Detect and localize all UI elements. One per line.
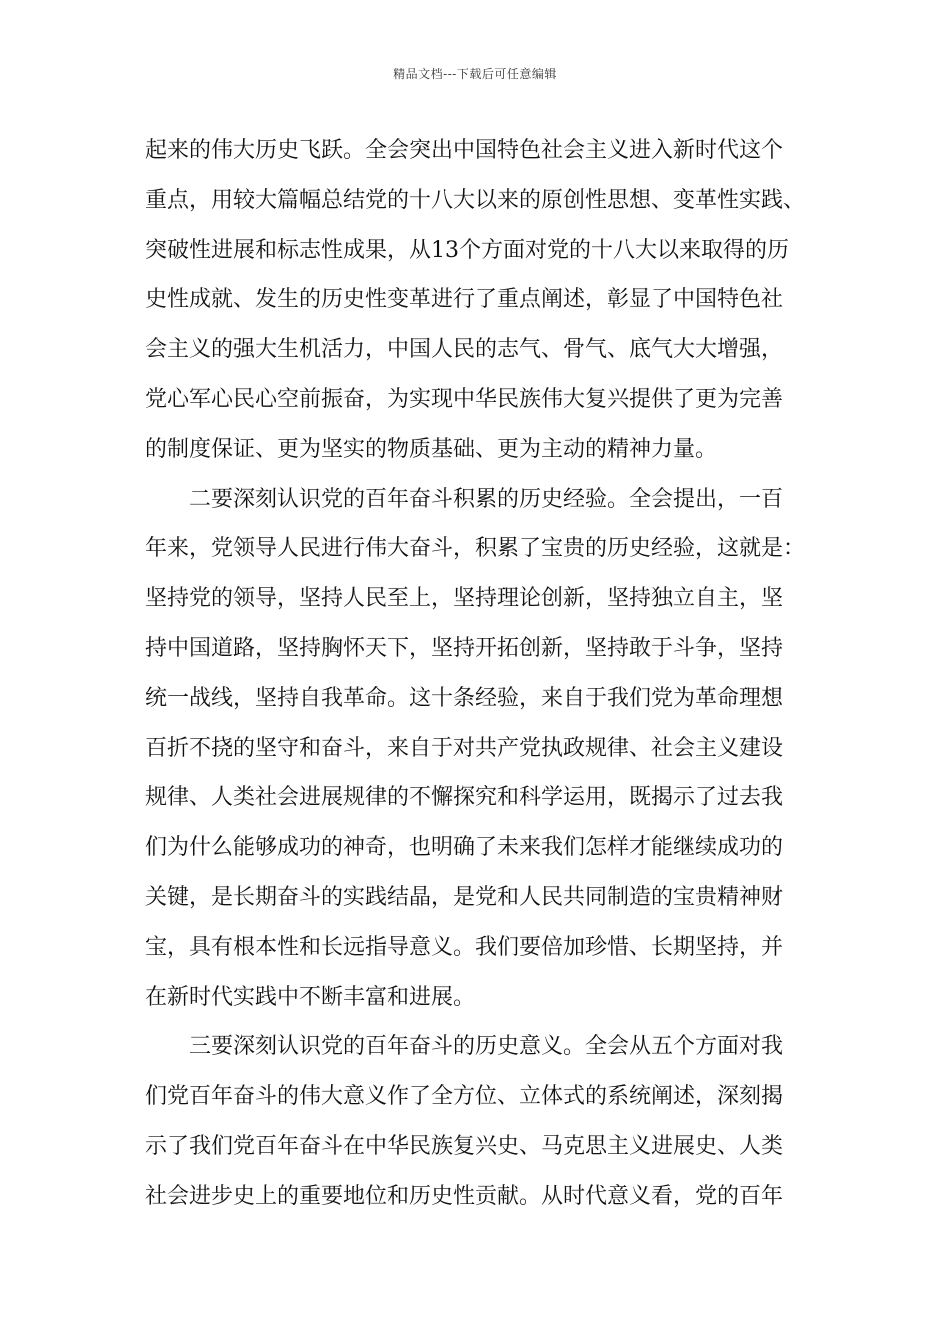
text-line: 重点，用较大篇幅总结党的十八大以来的原创性思想、变革性实践、 <box>145 187 806 213</box>
text-line: 们党百年奋斗的伟大意义作了全方位、立体式的系统阐述，深刻揭 <box>145 1084 784 1110</box>
text-line: 党心军心民心空前振奋，为实现中华民族伟大复兴提供了更为完善 <box>145 386 784 412</box>
text-line: 史性成就、发生的历史性变革进行了重点阐述，彰显了中国特色社 <box>145 287 784 313</box>
paragraph-start-line: 三要深刻认识党的百年奋斗的历史意义。全会从五个方面对我 <box>189 1034 784 1060</box>
text-line: 年来，党领导人民进行伟大奋斗，积累了宝贵的历史经验，这就是： <box>145 536 806 562</box>
text-line: 规律、人类社会进展规律的不懈探究和科学运用，既揭示了过去我 <box>145 785 784 811</box>
text-line: 持中国道路，坚持胸怀天下，坚持开拓创新，坚持敢于斗争，坚持 <box>145 635 784 661</box>
text-line: 突破性进展和标志性成果，从13个方面对党的十八大以来取得的历 <box>145 237 789 263</box>
text-line: 关键，是长期奋斗的实践结晶，是党和人民共同制造的宝贵精神财 <box>145 884 784 910</box>
page-header: 精品文档---下载后可任意编辑 <box>393 67 557 81</box>
text-line: 们为什么能够成功的神奇，也明确了未来我们怎样才能继续成功的 <box>145 835 784 861</box>
text-line: 示了我们党百年奋斗在中华民族复兴史、马克思主义进展史、人类 <box>145 1133 784 1159</box>
paragraph-start-line: 二要深刻认识党的百年奋斗积累的历史经验。全会提出，一百 <box>189 486 784 512</box>
text-line: 宝，具有根本性和长远指导意义。我们要倍加珍惜、长期坚持，并 <box>145 934 784 960</box>
text-line: 坚持党的领导，坚持人民至上，坚持理论创新，坚持独立自主，坚 <box>145 586 784 612</box>
text-line: 百折不挠的坚守和奋斗，来自于对共产党执政规律、社会主义建设 <box>145 735 784 761</box>
document-body <box>145 126 820 1222</box>
text-line: 起来的伟大历史飞跃。全会突出中国特色社会主义进入新时代这个 <box>145 138 784 163</box>
text-line: 社会进步史上的重要地位和历史性贡献。从时代意义看，党的百年 <box>145 1183 784 1209</box>
text-line: 会主义的强大生机活力，中国人民的志气、骨气、底气大大增强， <box>145 337 784 363</box>
text-line: 的制度保证、更为坚实的物质基础、更为主动的精神力量。 <box>145 436 718 462</box>
text-line: 在新时代实践中不断丰富和进展。 <box>145 984 476 1010</box>
text-line: 统一战线，坚持自我革命。这十条经验，来自于我们党为革命理想 <box>145 685 784 711</box>
